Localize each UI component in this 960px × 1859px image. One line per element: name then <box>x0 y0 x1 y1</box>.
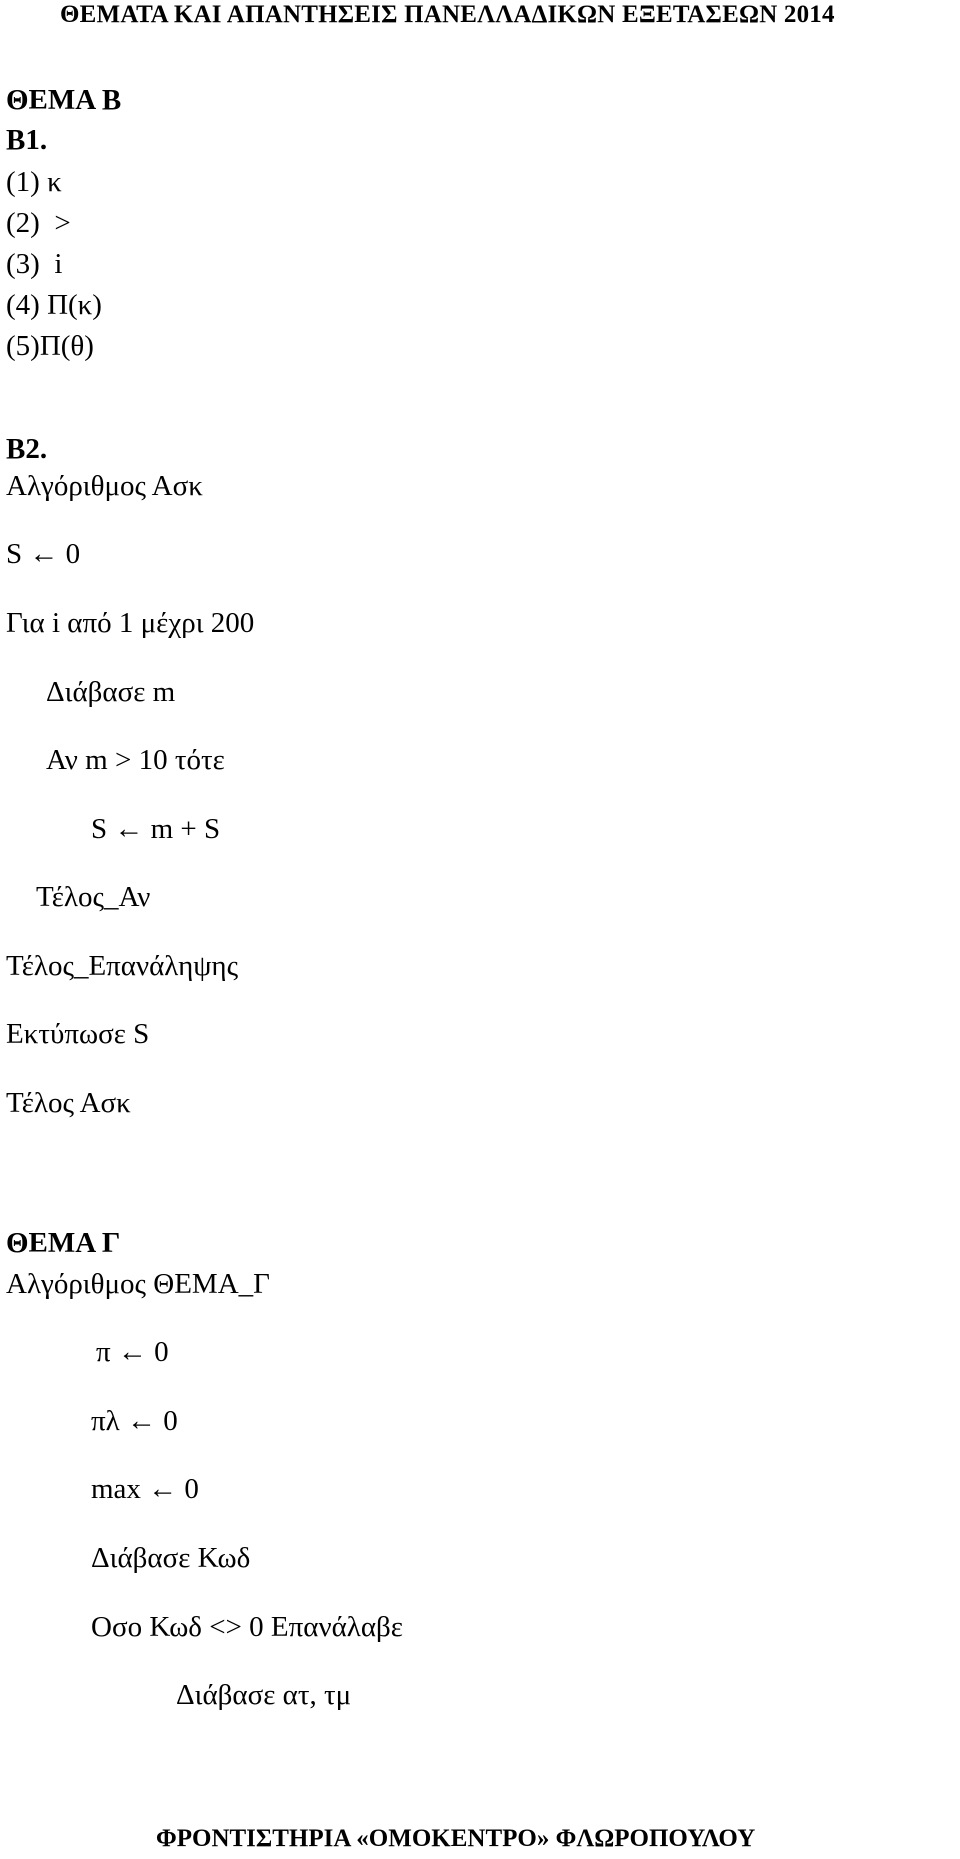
b2-line-5: Αν m > 10 τότε <box>46 744 225 776</box>
b2-line-1: Αλγόριθμος Ασκ <box>6 470 203 502</box>
c-line-5: Διάβασε Κωδ <box>91 1542 251 1574</box>
b2-line-10: Τέλος Ασκ <box>6 1087 131 1119</box>
b2-line-8: Τέλος_Επανάληψης <box>6 950 239 982</box>
theme-c-heading: ΘΕΜΑ Γ <box>6 1227 121 1259</box>
b1-label: Β1. <box>6 124 48 156</box>
c-line-4: max ← 0 <box>91 1473 199 1505</box>
b1-answer-1: (1) κ <box>6 166 62 198</box>
b1-answer-5: (5)Π(θ) <box>6 330 94 362</box>
b1-answer-3: (3) i <box>6 248 63 280</box>
b2-line-7: Τέλος_Αν <box>36 881 151 913</box>
c-line-2: π ← 0 <box>96 1336 169 1368</box>
b2-line-9: Εκτύπωσε S <box>6 1018 150 1050</box>
b2-line-3: Για i από 1 μέχρι 200 <box>6 607 255 639</box>
c-line-7: Διάβασε ατ, τμ <box>176 1679 352 1711</box>
b1-answer-4: (4) Π(κ) <box>6 289 102 321</box>
c-line-3: πλ ← 0 <box>91 1405 178 1437</box>
b2-label: Β2. <box>6 433 48 465</box>
b2-line-2: S ← 0 <box>6 538 81 570</box>
b1-answer-2: (2) > <box>6 207 71 239</box>
theme-b-heading: ΘΕΜΑ Β <box>6 84 122 116</box>
page-footer: ΦΡΟΝΤΙΣΤΗΡΙΑ «ΟΜΟΚΕΝΤΡΟ» ΦΛΩΡΟΠΟΥΛΟΥ <box>156 1825 756 1852</box>
b2-line-4: Διάβασε m <box>46 676 176 708</box>
c-line-1: Αλγόριθμος ΘΕΜΑ_Γ <box>6 1268 270 1300</box>
page-header: ΘΕΜΑΤΑ ΚΑΙ ΑΠΑΝΤΗΣΕΙΣ ΠΑΝΕΛΛΑΔΙΚΩΝ ΕΞΕΤΑΣΕΩΝ 2014 <box>60 1 835 28</box>
b2-line-6: S ← m + S <box>91 813 221 845</box>
c-line-6: Οσο Κωδ <> 0 Επανάλαβε <box>91 1611 403 1643</box>
